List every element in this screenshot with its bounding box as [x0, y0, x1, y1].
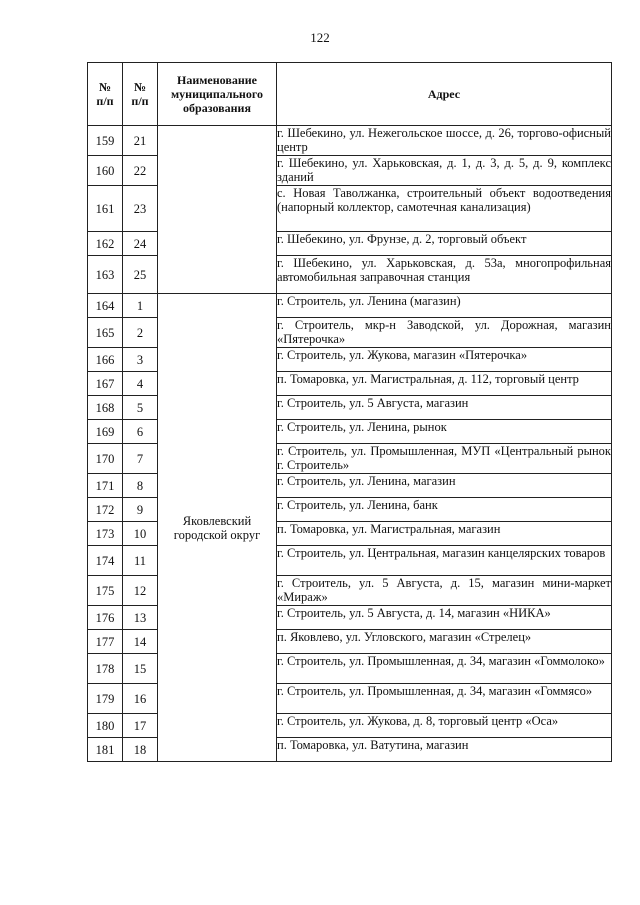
row-local-number: 16 [123, 684, 158, 714]
row-local-number: 10 [123, 522, 158, 546]
row-local-number: 12 [123, 576, 158, 606]
address-cell: п. Яковлево, ул. Угловского, магазин «Стрелец» [277, 630, 612, 654]
municipality-cell: Яковлевский городской округ [158, 294, 277, 762]
row-local-number: 22 [123, 156, 158, 186]
row-number: 176 [88, 606, 123, 630]
address-cell: г. Строитель, ул. Промышленная, д. 34, магазин «Гоммолоко» [277, 654, 612, 684]
row-number: 171 [88, 474, 123, 498]
row-number: 159 [88, 126, 123, 156]
address-cell: г. Строитель, ул. Промышленная, д. 34, магазин «Гоммясо» [277, 684, 612, 714]
header-municipality: Наименование муниципального образования [158, 63, 277, 126]
row-number: 181 [88, 738, 123, 762]
address-cell: г. Строитель, ул. Ленина, банк [277, 498, 612, 522]
address-cell: г. Строитель, ул. Ленина, магазин [277, 474, 612, 498]
row-local-number: 18 [123, 738, 158, 762]
address-cell: г. Шебекино, ул. Фрунзе, д. 2, торговый объект [277, 232, 612, 256]
row-number: 177 [88, 630, 123, 654]
table-row [88, 294, 612, 318]
address-cell: с. Новая Таволжанка, строительный объект водоотведения (напорный коллектор, самотечная канализация) [277, 186, 612, 232]
row-number: 165 [88, 318, 123, 348]
address-cell: г. Шебекино, ул. Харьковская, д. 53а, многопрофильная автомобильная заправочная станция [277, 256, 612, 294]
page-number: 122 [310, 30, 330, 45]
row-local-number: 1 [123, 294, 158, 318]
row-number: 173 [88, 522, 123, 546]
address-cell: г. Строитель, ул. Жукова, магазин «Пятерочка» [277, 348, 612, 372]
row-number: 178 [88, 654, 123, 684]
row-local-number: 5 [123, 396, 158, 420]
row-number: 172 [88, 498, 123, 522]
row-local-number: 25 [123, 256, 158, 294]
row-number: 168 [88, 396, 123, 420]
row-local-number: 2 [123, 318, 158, 348]
address-cell: п. Томаровка, ул. Магистральная, д. 112, торговый центр [277, 372, 612, 396]
row-local-number: 17 [123, 714, 158, 738]
table-row [88, 126, 612, 156]
address-cell: г. Шебекино, ул. Нежегольское шоссе, д. 26, торгово-офисный центр [277, 126, 611, 154]
header-address: Адрес [277, 63, 612, 126]
address-cell: г. Строитель, ул. Жукова, д. 8, торговый центр «Оса» [277, 714, 612, 738]
row-local-number: 6 [123, 420, 158, 444]
row-number: 175 [88, 576, 123, 606]
row-number: 170 [88, 444, 123, 474]
row-local-number: 14 [123, 630, 158, 654]
row-local-number: 7 [123, 444, 158, 474]
address-cell: г. Строитель, ул. Ленина (магазин) [277, 294, 612, 318]
row-number: 162 [88, 232, 123, 256]
row-number: 167 [88, 372, 123, 396]
row-local-number: 13 [123, 606, 158, 630]
row-number: 180 [88, 714, 123, 738]
row-local-number: 15 [123, 654, 158, 684]
address-cell: г. Строитель, ул. 5 Августа, магазин [277, 396, 612, 420]
address-cell: г. Строитель, ул. Центральная, магазин канцелярских товаров [277, 546, 612, 576]
address-table [87, 62, 612, 762]
row-number: 160 [88, 156, 123, 186]
header-number-local: № п/п [123, 63, 158, 126]
row-number: 179 [88, 684, 123, 714]
row-local-number: 4 [123, 372, 158, 396]
row-local-number: 8 [123, 474, 158, 498]
row-local-number: 23 [123, 186, 158, 232]
address-cell: г. Строитель, мкр-н Заводской, ул. Дорожная, магазин «Пятерочка» [277, 318, 611, 346]
address-cell: г. Строитель, ул. Промышленная, МУП «Центральный рынок г. Строитель» [277, 444, 611, 472]
header-number-overall: № п/п [88, 63, 123, 126]
row-number: 174 [88, 546, 123, 576]
row-number: 169 [88, 420, 123, 444]
row-number: 166 [88, 348, 123, 372]
row-local-number: 24 [123, 232, 158, 256]
row-number: 163 [88, 256, 123, 294]
row-number: 161 [88, 186, 123, 232]
municipality-cell [158, 126, 277, 294]
address-cell: г. Шебекино, ул. Харьковская, д. 1, д. 3, д. 5, д. 9, комплекс зданий [277, 156, 611, 184]
address-cell: г. Строитель, ул. Ленина, рынок [277, 420, 612, 444]
header-row [88, 63, 612, 126]
address-cell: г. Строитель, ул. 5 Августа, д. 14, магазин «НИКА» [277, 606, 612, 630]
row-local-number: 9 [123, 498, 158, 522]
row-local-number: 11 [123, 546, 158, 576]
address-cell: п. Томаровка, ул. Магистральная, магазин [277, 522, 612, 546]
row-local-number: 21 [123, 126, 158, 156]
address-cell: п. Томаровка, ул. Ватутина, магазин [277, 738, 612, 762]
row-number: 164 [88, 294, 123, 318]
row-local-number: 3 [123, 348, 158, 372]
address-cell: г. Строитель, ул. 5 Августа, д. 15, магазин мини-маркет «Мираж» [277, 576, 611, 604]
